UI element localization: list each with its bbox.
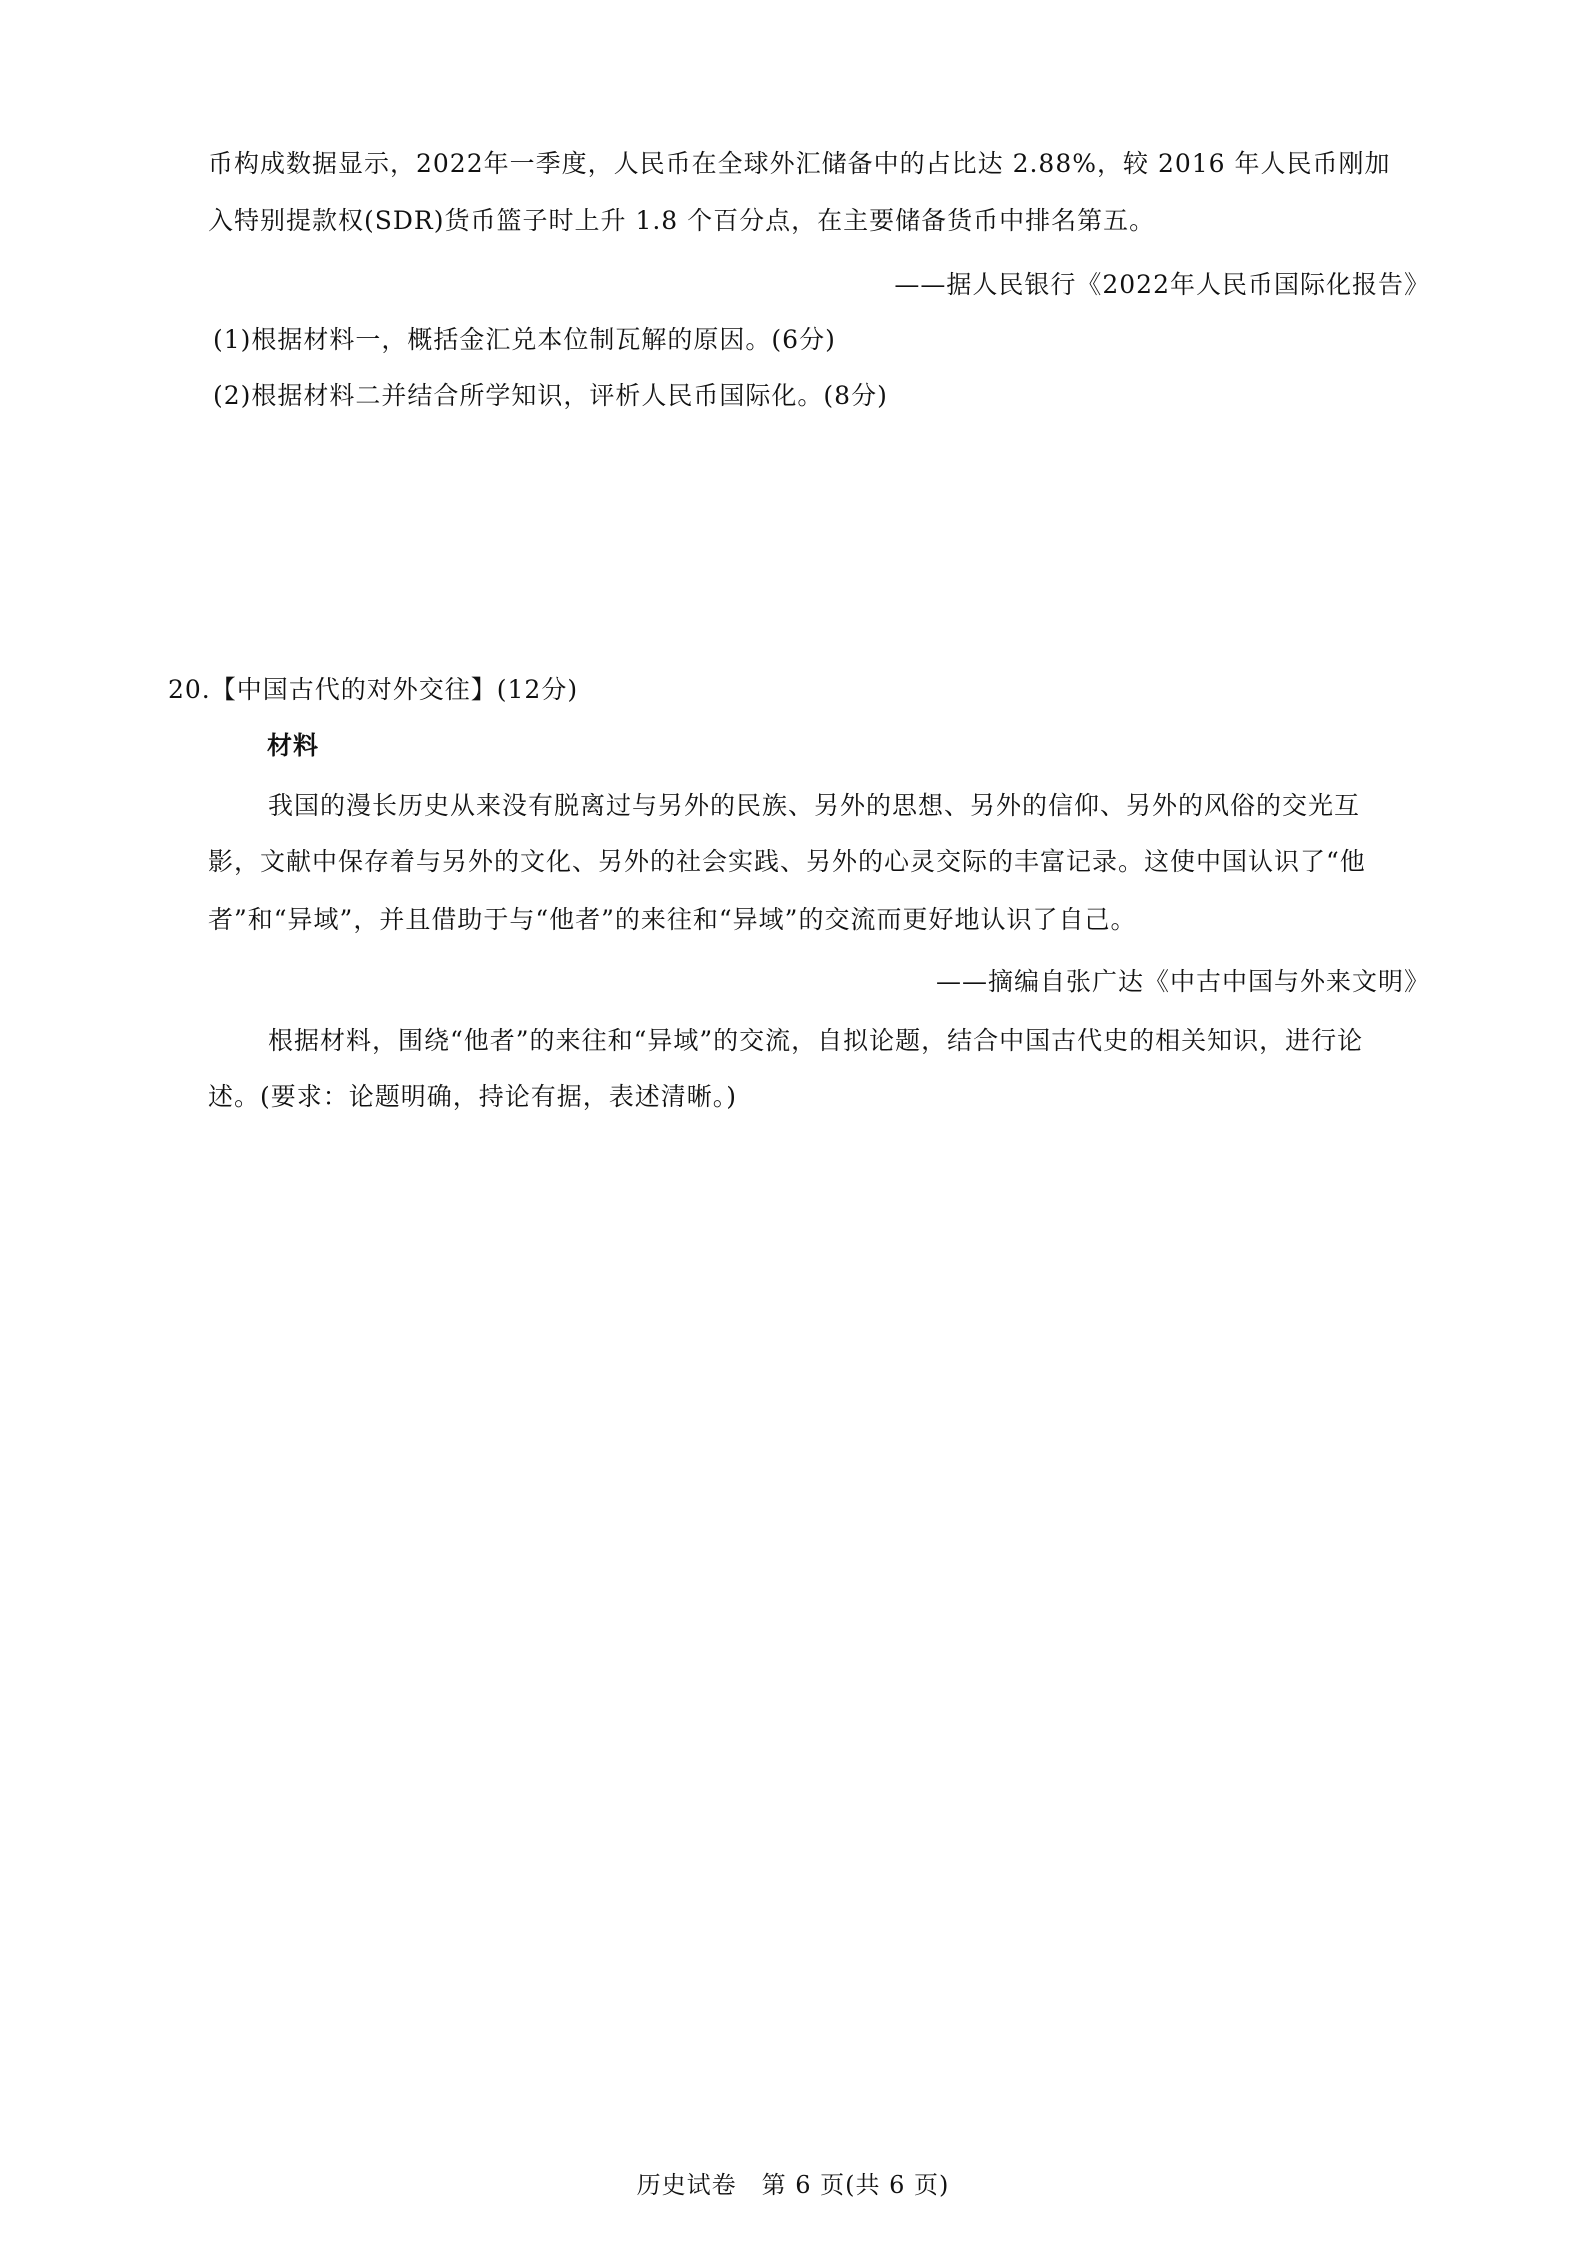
question-item: (2)根据材料二并结合所学知识，评析人民币国际化。(8分) — [213, 381, 888, 410]
material-source: ——摘编自张广达《中古中国与外来文明》 — [935, 967, 1430, 996]
material-text-line: 我国的漫长历史从来没有脱离过与另外的民族、另外的思想、另外的信仰、另外的风俗的交光互 — [268, 791, 1361, 820]
page-footer: 历史试卷 第 6 页(共 6 页) — [636, 2171, 950, 2199]
material-text-line: 者”和“异域”，并且借助于与“他者”的来往和“异域”的交流而更好地认识了自己。 — [208, 905, 1137, 934]
task-text-line: 根据材料，围绕“他者”的来往和“异域”的交流，自拟论题，结合中国古代史的相关知识，进行论 — [268, 1026, 1364, 1055]
question-heading: 20.【中国古代的对外交往】(12分) — [168, 675, 579, 704]
question-item: (1)根据材料一，概括金汇兑本位制瓦解的原因。(6分) — [213, 325, 836, 354]
material-text-line: 入特别提款权(SDR)货币篮子时上升 1.8 个百分点，在主要储备货币中排名第五。 — [208, 206, 1156, 235]
material-text-line: 影，文献中保存着与另外的文化、另外的社会实践、另外的心灵交际的丰富记录。这使中国认识了“他 — [208, 847, 1366, 876]
material-label: 材料 — [267, 731, 320, 760]
material-text-line: 币构成数据显示，2022年一季度，人民币在全球外汇储备中的占比达 2.88%，较 2016 年人民币刚加 — [208, 149, 1391, 178]
task-text-line: 述。(要求：论题明确，持论有据，表述清晰。) — [208, 1082, 738, 1111]
material-source: ——据人民银行《2022年人民币国际化报告》 — [894, 270, 1430, 299]
